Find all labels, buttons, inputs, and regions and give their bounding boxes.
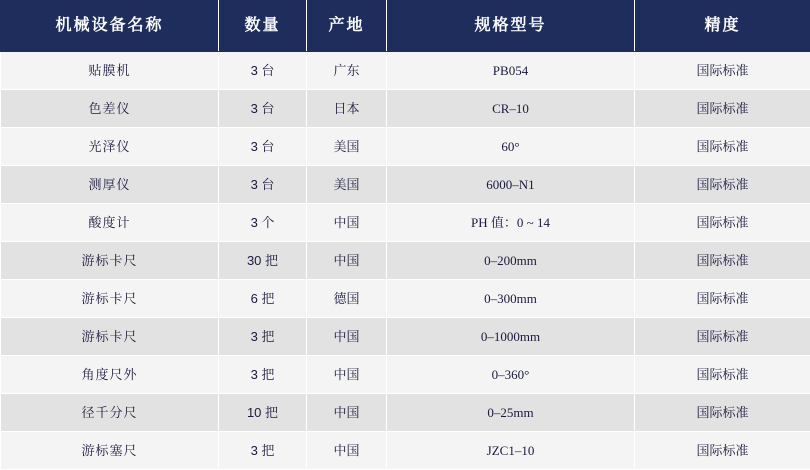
cell-origin: 中国 — [307, 356, 387, 394]
column-header-specification-label: 规格型号 — [474, 17, 546, 34]
table-row — [1, 166, 810, 204]
cell-accuracy: 国际标准 — [635, 166, 810, 204]
table-row — [1, 128, 810, 166]
table-row — [1, 394, 810, 432]
column-header-accuracy — [635, 1, 810, 52]
table-row — [1, 280, 810, 318]
column-header-accuracy-label: 精度 — [704, 17, 740, 34]
cell-accuracy: 国际标准 — [635, 432, 810, 470]
cell-origin: 德国 — [307, 280, 387, 318]
column-header-origin — [307, 1, 387, 52]
table-row — [1, 318, 810, 356]
column-header-quantity — [219, 1, 307, 52]
cell-specification: 0–1000mm — [387, 318, 635, 356]
table-row — [1, 242, 810, 280]
column-header-quantity-label: 数量 — [244, 17, 280, 34]
cell-origin: 美国 — [307, 128, 387, 166]
table-row — [1, 356, 810, 394]
cell-quantity: 10 把 — [219, 394, 307, 432]
table-header-row — [1, 1, 810, 52]
cell-quantity: 3 把 — [219, 318, 307, 356]
cell-equipment-name: 光泽仪 — [1, 128, 219, 166]
table-row — [1, 52, 810, 90]
cell-equipment-name: 游标卡尺 — [1, 280, 219, 318]
cell-origin: 中国 — [307, 242, 387, 280]
cell-origin: 广东 — [307, 52, 387, 90]
cell-specification: 0–200mm — [387, 242, 635, 280]
cell-equipment-name: 径千分尺 — [1, 394, 219, 432]
cell-origin: 美国 — [307, 166, 387, 204]
cell-origin: 中国 — [307, 432, 387, 470]
cell-equipment-name: 游标卡尺 — [1, 242, 219, 280]
cell-specification: 0–25mm — [387, 394, 635, 432]
cell-accuracy: 国际标准 — [635, 280, 810, 318]
cell-quantity: 3 台 — [219, 128, 307, 166]
column-header-equipment-name — [1, 1, 219, 52]
cell-specification: JZC1–10 — [387, 432, 635, 470]
table-row — [1, 90, 810, 128]
cell-specification: 0–300mm — [387, 280, 635, 318]
cell-quantity: 30 把 — [219, 242, 307, 280]
cell-accuracy: 国际标准 — [635, 356, 810, 394]
cell-equipment-name: 色差仪 — [1, 90, 219, 128]
cell-quantity: 3 把 — [219, 356, 307, 394]
cell-equipment-name: 游标卡尺 — [1, 318, 219, 356]
cell-origin: 日本 — [307, 90, 387, 128]
cell-specification: 6000–N1 — [387, 166, 635, 204]
cell-quantity: 6 把 — [219, 280, 307, 318]
cell-equipment-name: 角度尺外 — [1, 356, 219, 394]
column-header-origin-label: 产地 — [328, 17, 364, 34]
cell-quantity: 3 个 — [219, 204, 307, 242]
table-header — [1, 1, 810, 52]
cell-quantity: 3 把 — [219, 432, 307, 470]
cell-equipment-name: 游标塞尺 — [1, 432, 219, 470]
cell-equipment-name: 测厚仪 — [1, 166, 219, 204]
table-body — [1, 52, 810, 470]
cell-specification: 0–360° — [387, 356, 635, 394]
cell-specification: PB054 — [387, 52, 635, 90]
table-row — [1, 432, 810, 470]
cell-accuracy: 国际标准 — [635, 128, 810, 166]
cell-accuracy: 国际标准 — [635, 90, 810, 128]
cell-accuracy: 国际标准 — [635, 242, 810, 280]
cell-accuracy: 国际标准 — [635, 204, 810, 242]
cell-origin: 中国 — [307, 394, 387, 432]
cell-specification: CR–10 — [387, 90, 635, 128]
column-header-specification — [387, 1, 635, 52]
cell-equipment-name: 贴膜机 — [1, 52, 219, 90]
cell-quantity: 3 台 — [219, 166, 307, 204]
cell-specification: 60° — [387, 128, 635, 166]
cell-quantity: 3 台 — [219, 52, 307, 90]
cell-accuracy: 国际标准 — [635, 318, 810, 356]
cell-specification: PH 值：0 ~ 14 — [387, 204, 635, 242]
cell-accuracy: 国际标准 — [635, 394, 810, 432]
cell-origin: 中国 — [307, 318, 387, 356]
cell-equipment-name: 酸度计 — [1, 204, 219, 242]
table-row — [1, 204, 810, 242]
column-header-equipment-name-label: 机械设备名称 — [55, 17, 163, 34]
cell-origin: 中国 — [307, 204, 387, 242]
cell-quantity: 3 台 — [219, 90, 307, 128]
cell-accuracy: 国际标准 — [635, 52, 810, 90]
